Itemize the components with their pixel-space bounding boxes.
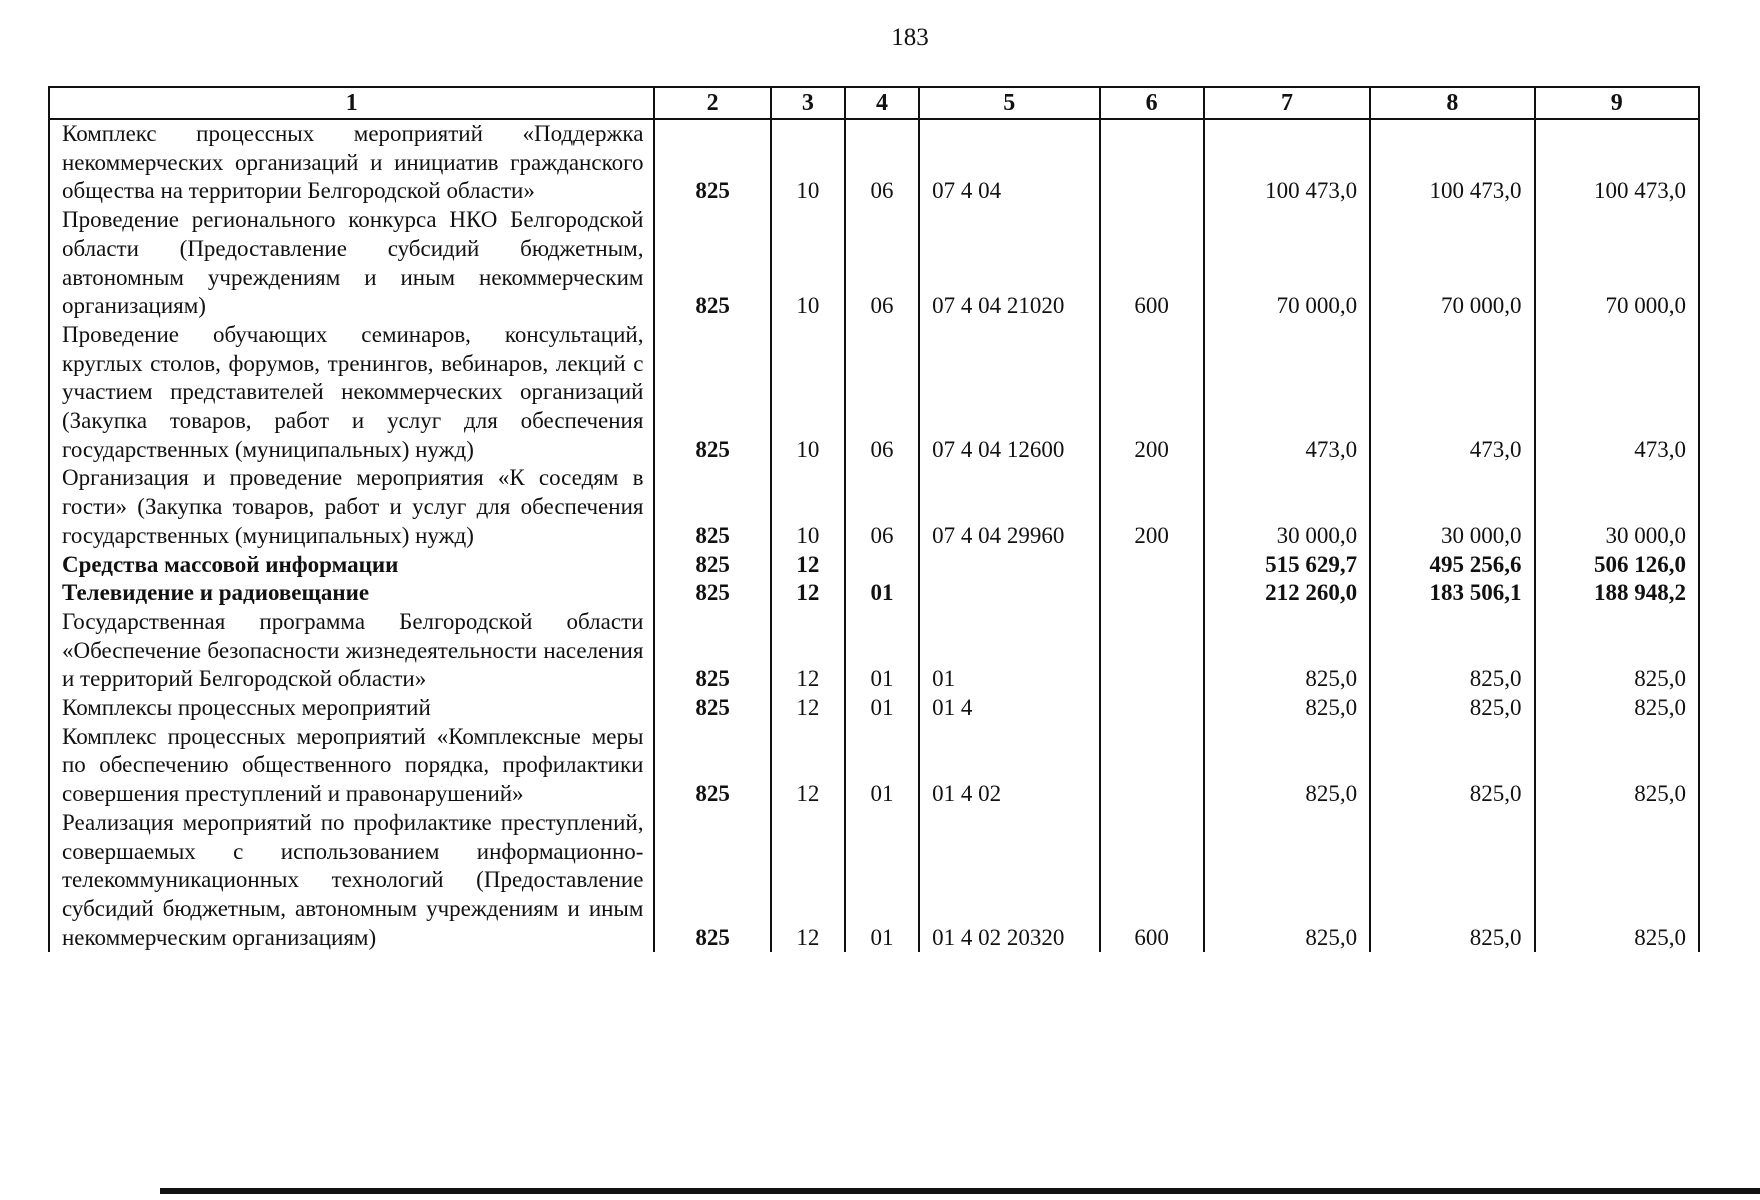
budget-table bbox=[48, 86, 1700, 952]
row-section-code: 12 bbox=[771, 694, 845, 723]
row-subsection-code: 01 bbox=[845, 694, 919, 723]
row-amount-1: 825,0 bbox=[1204, 723, 1370, 809]
row-amount-3: 30 000,0 bbox=[1535, 464, 1699, 550]
row-name: Проведение обучающих семинаров, консультаций, круглых столов, форумов, тренингов, вебинаров, лекций с участием представителей некоммерческих организаций (Закупка товаров, работ и услуг для обеспечения государственных (муниципальных) нужд) bbox=[49, 321, 654, 465]
row-amount-3: 473,0 bbox=[1535, 321, 1699, 465]
row-name: Государственная программа Белгородской области «Обеспечение безопасности жизнедеятельности населения и территорий Белгородской области» bbox=[49, 608, 654, 694]
row-ved-code: 825 bbox=[654, 579, 770, 608]
row-ved-code: 825 bbox=[654, 464, 770, 550]
row-amount-2: 30 000,0 bbox=[1370, 464, 1534, 550]
row-expense-type bbox=[1100, 723, 1204, 809]
row-amount-2: 825,0 bbox=[1370, 694, 1534, 723]
row-amount-3: 506 126,0 bbox=[1535, 551, 1699, 580]
row-subsection-code: 01 bbox=[845, 723, 919, 809]
row-subsection-code: 01 bbox=[845, 579, 919, 608]
row-subsection-code: 06 bbox=[845, 119, 919, 206]
row-ved-code: 825 bbox=[654, 694, 770, 723]
row-amount-3: 825,0 bbox=[1535, 809, 1699, 953]
row-name: Комплексы процессных мероприятий bbox=[49, 694, 654, 723]
column-header: 2 bbox=[654, 87, 770, 119]
row-expense-type bbox=[1100, 551, 1204, 580]
row-ved-code: 825 bbox=[654, 608, 770, 694]
row-section-code: 12 bbox=[771, 579, 845, 608]
column-header: 1 bbox=[49, 87, 654, 119]
row-amount-1: 212 260,0 bbox=[1204, 579, 1370, 608]
column-header: 9 bbox=[1535, 87, 1699, 119]
column-header: 5 bbox=[919, 87, 1099, 119]
row-expense-type bbox=[1100, 579, 1204, 608]
row-subsection-code: 06 bbox=[845, 206, 919, 321]
column-header: 8 bbox=[1370, 87, 1534, 119]
row-subsection-code: 01 bbox=[845, 809, 919, 953]
row-expense-type bbox=[1100, 694, 1204, 723]
row-subsection-code bbox=[845, 551, 919, 580]
column-header: 4 bbox=[845, 87, 919, 119]
row-name: Организация и проведение мероприятия «К соседям в гости» (Закупка товаров, работ и услуг для обеспечения государственных (муниципальных) нужд) bbox=[49, 464, 654, 550]
row-ved-code: 825 bbox=[654, 321, 770, 465]
row-name: Телевидение и радиовещание bbox=[49, 579, 654, 608]
row-amount-2: 825,0 bbox=[1370, 608, 1534, 694]
row-amount-1: 825,0 bbox=[1204, 694, 1370, 723]
row-target-article: 01 4 02 20320 bbox=[919, 809, 1099, 953]
row-amount-1: 473,0 bbox=[1204, 321, 1370, 465]
row-section-code: 10 bbox=[771, 119, 845, 206]
row-amount-3: 100 473,0 bbox=[1535, 119, 1699, 206]
row-target-article: 01 4 02 bbox=[919, 723, 1099, 809]
row-target-article bbox=[919, 579, 1099, 608]
table-row bbox=[49, 809, 1699, 953]
row-amount-1: 515 629,7 bbox=[1204, 551, 1370, 580]
table-row bbox=[49, 321, 1699, 465]
row-expense-type: 200 bbox=[1100, 321, 1204, 465]
footer-rule bbox=[160, 1188, 1760, 1194]
table-row bbox=[49, 119, 1699, 206]
row-section-code: 12 bbox=[771, 723, 845, 809]
row-amount-3: 825,0 bbox=[1535, 608, 1699, 694]
row-amount-1: 100 473,0 bbox=[1204, 119, 1370, 206]
row-expense-type bbox=[1100, 119, 1204, 206]
table-row bbox=[49, 551, 1699, 580]
row-expense-type: 600 bbox=[1100, 206, 1204, 321]
row-section-code: 12 bbox=[771, 809, 845, 953]
row-amount-2: 825,0 bbox=[1370, 723, 1534, 809]
table-header-row bbox=[49, 87, 1699, 119]
row-amount-2: 70 000,0 bbox=[1370, 206, 1534, 321]
row-amount-3: 825,0 bbox=[1535, 694, 1699, 723]
row-name: Средства массовой информации bbox=[49, 551, 654, 580]
table-row bbox=[49, 464, 1699, 550]
row-target-article: 01 bbox=[919, 608, 1099, 694]
table-row bbox=[49, 608, 1699, 694]
row-section-code: 10 bbox=[771, 321, 845, 465]
row-amount-1: 825,0 bbox=[1204, 608, 1370, 694]
row-name: Комплекс процессных мероприятий «Поддержка некоммерческих организаций и инициатив гражданского общества на территории Белгородской области» bbox=[49, 119, 654, 206]
column-header: 7 bbox=[1204, 87, 1370, 119]
row-expense-type bbox=[1100, 608, 1204, 694]
row-amount-1: 70 000,0 bbox=[1204, 206, 1370, 321]
row-ved-code: 825 bbox=[654, 809, 770, 953]
row-amount-1: 825,0 bbox=[1204, 809, 1370, 953]
column-header: 6 bbox=[1100, 87, 1204, 119]
row-target-article: 07 4 04 bbox=[919, 119, 1099, 206]
row-target-article: 01 4 bbox=[919, 694, 1099, 723]
row-name: Проведение регионального конкурса НКО Белгородской области (Предоставление субсидий бюджетным, автономным учреждениям и иным некоммерческим организациям) bbox=[49, 206, 654, 321]
row-ved-code: 825 bbox=[654, 206, 770, 321]
row-target-article: 07 4 04 21020 bbox=[919, 206, 1099, 321]
table-row bbox=[49, 579, 1699, 608]
row-amount-1: 30 000,0 bbox=[1204, 464, 1370, 550]
row-target-article: 07 4 04 12600 bbox=[919, 321, 1099, 465]
row-section-code: 10 bbox=[771, 464, 845, 550]
row-subsection-code: 01 bbox=[845, 608, 919, 694]
row-amount-3: 825,0 bbox=[1535, 723, 1699, 809]
row-target-article: 07 4 04 29960 bbox=[919, 464, 1099, 550]
row-ved-code: 825 bbox=[654, 119, 770, 206]
row-section-code: 12 bbox=[771, 551, 845, 580]
row-amount-2: 825,0 bbox=[1370, 809, 1534, 953]
row-name: Комплекс процессных мероприятий «Комплексные меры по обеспечению общественного порядка, профилактики совершения преступлений и правонарушений» bbox=[49, 723, 654, 809]
row-ved-code: 825 bbox=[654, 723, 770, 809]
row-amount-2: 473,0 bbox=[1370, 321, 1534, 465]
row-ved-code: 825 bbox=[654, 551, 770, 580]
row-section-code: 12 bbox=[771, 608, 845, 694]
row-amount-2: 100 473,0 bbox=[1370, 119, 1534, 206]
table-row bbox=[49, 694, 1699, 723]
table-row bbox=[49, 206, 1699, 321]
column-header: 3 bbox=[771, 87, 845, 119]
row-expense-type: 600 bbox=[1100, 809, 1204, 953]
row-amount-3: 188 948,2 bbox=[1535, 579, 1699, 608]
row-target-article bbox=[919, 551, 1099, 580]
page-number: 183 bbox=[891, 24, 929, 51]
row-subsection-code: 06 bbox=[845, 464, 919, 550]
row-amount-3: 70 000,0 bbox=[1535, 206, 1699, 321]
row-subsection-code: 06 bbox=[845, 321, 919, 465]
table-body bbox=[49, 119, 1699, 952]
row-name: Реализация мероприятий по профилактике преступлений, совершаемых с использованием информационно-телекоммуникационных технологий (Предоставление субсидий бюджетным, автономным учреждениям и иным некоммерческим организациям) bbox=[49, 809, 654, 953]
row-amount-2: 495 256,6 bbox=[1370, 551, 1534, 580]
row-expense-type: 200 bbox=[1100, 464, 1204, 550]
row-section-code: 10 bbox=[771, 206, 845, 321]
table-row bbox=[49, 723, 1699, 809]
row-amount-2: 183 506,1 bbox=[1370, 579, 1534, 608]
